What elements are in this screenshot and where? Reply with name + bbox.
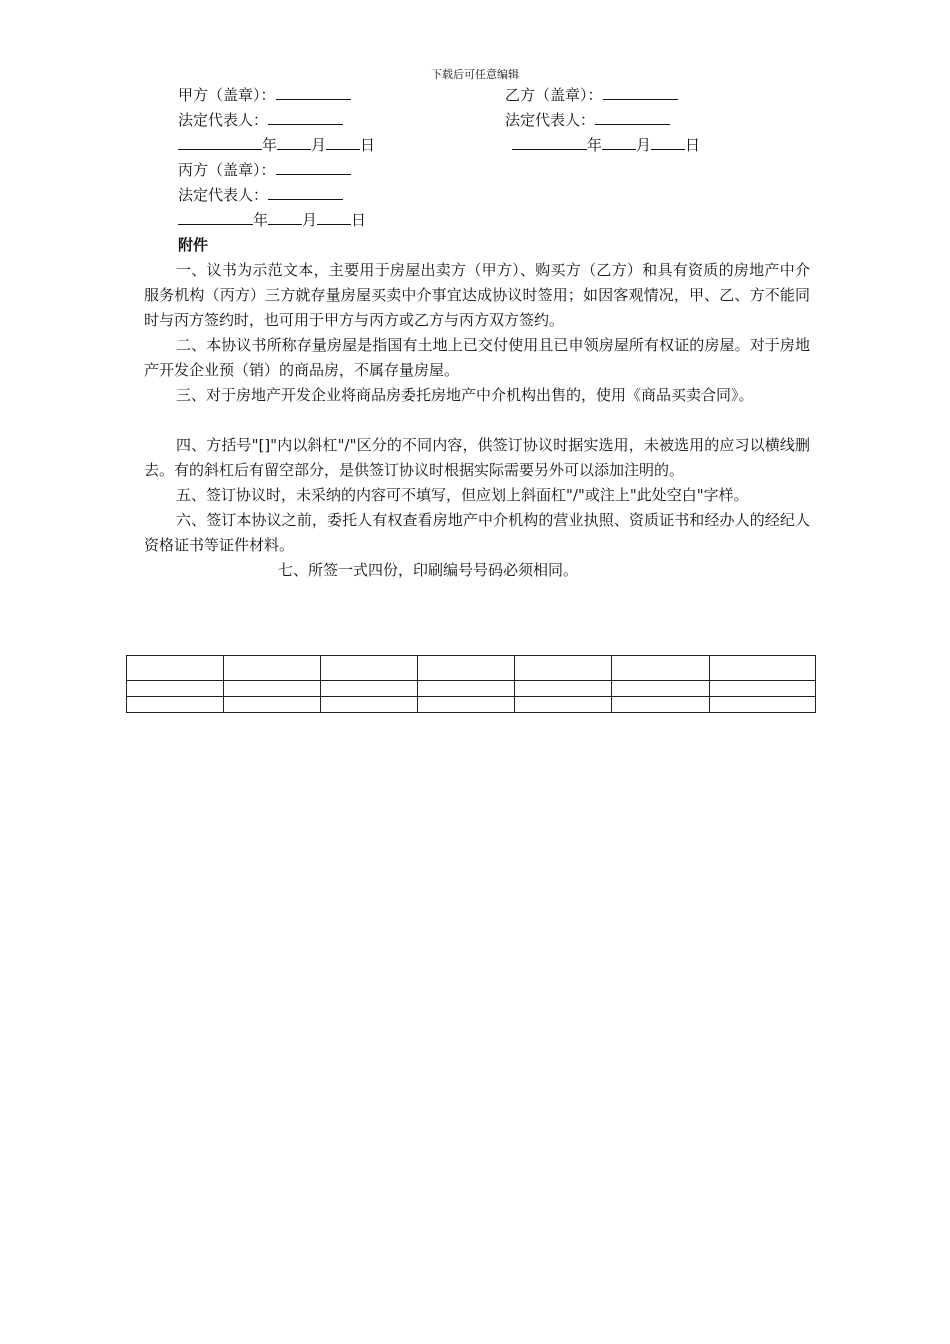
party-c-date [178,210,366,230]
day-blank[interactable] [326,135,360,150]
month-blank[interactable] [277,135,311,150]
table-row [127,656,816,681]
table-row [127,697,816,713]
table-cell[interactable] [612,697,710,713]
party-a-label: 甲方（盖章）： [178,86,276,104]
table-cell[interactable] [127,681,224,697]
table-cell[interactable] [515,656,612,681]
table-row [127,681,816,697]
year-label: 年 [262,136,278,154]
appendix-item-3: 三、对于房地产开发企业将商品房委托房地产中介机构出售的，使用《商品买卖合同》。 [176,386,754,404]
table-cell[interactable] [612,681,710,697]
table-cell[interactable] [224,697,321,713]
party-b-date [512,135,700,155]
page-header: 下载后可任意编辑 [431,68,519,81]
legal-rep-label: 法定代表人： [505,111,596,129]
year-blank[interactable] [178,135,262,150]
year-blank[interactable] [178,210,253,225]
table-cell[interactable] [321,697,418,713]
blank-table [126,655,816,713]
year-blank[interactable] [512,135,587,150]
appendix-item-7: 七、所签一式四份，印刷编号号码必须相同。 [278,561,579,579]
table-cell[interactable] [710,697,816,713]
legal-rep-blank[interactable] [268,185,343,200]
table-cell[interactable] [224,681,321,697]
table-cell[interactable] [418,697,515,713]
month-blank[interactable] [602,135,636,150]
table-cell[interactable] [612,656,710,681]
month-label: 月 [636,136,652,154]
party-c-legal-rep [178,185,343,205]
table-cell[interactable] [418,656,515,681]
day-blank[interactable] [651,135,685,150]
appendix-item-6: 六、签订本协议之前，委托人有权查看房地产中介机构的营业执照、资质证书和经办人的经纪人资格证书等证件材料。 [144,511,810,554]
year-label: 年 [587,136,603,154]
party-c-blank[interactable] [276,160,351,175]
table-cell[interactable] [321,681,418,697]
month-label: 月 [302,211,318,229]
table-cell[interactable] [321,656,418,681]
legal-rep-blank[interactable] [268,110,343,125]
legal-rep-label: 法定代表人： [178,111,269,129]
party-b-seal [505,85,678,105]
day-label: 日 [685,136,701,154]
legal-rep-label: 法定代表人： [178,186,269,204]
party-b-legal-rep [505,110,670,130]
appendix-title: 附件 [178,236,209,254]
table-cell[interactable] [515,681,612,697]
party-a-blank[interactable] [276,85,351,100]
party-a-legal-rep [178,110,343,130]
table-cell[interactable] [710,656,816,681]
appendix-item-5: 五、签订协议时，未采纳的内容可不填写，但应划上斜面杠"/"或注上"此处空白"字样。 [176,486,749,504]
month-blank[interactable] [268,210,302,225]
table-cell[interactable] [127,656,224,681]
appendix-item-1: 一、议书为示范文本，主要用于房屋出卖方（甲方）、购买方（乙方）和具有资质的房地产中介服务机构（丙方）三方就存量房屋买卖中介事宜达成协议时签用；如因客观情况，甲、乙、方不能同时与丙方签约时，也可用于甲方与丙方或乙方与丙方双方签约。 [144,261,810,329]
party-c-label: 丙方（盖章）： [178,161,276,179]
party-a-date [178,135,375,155]
appendix-item-4: 四、方括号"[]"内以斜杠"/"区分的不同内容，供签订协议时据实选用，未被选用的应习以横线删去。有的斜杠后有留空部分，是供签订协议时根据实际需要另外可以添加注明的。 [144,436,810,479]
party-c-seal [178,160,351,180]
table-cell[interactable] [418,681,515,697]
party-b-label: 乙方（盖章）： [505,86,603,104]
year-label: 年 [253,211,269,229]
table-cell[interactable] [127,697,224,713]
legal-rep-blank[interactable] [595,110,670,125]
party-a-seal [178,85,351,105]
day-label: 日 [351,211,367,229]
table-cell[interactable] [710,681,816,697]
month-label: 月 [311,136,327,154]
table-cell[interactable] [515,697,612,713]
day-blank[interactable] [317,210,351,225]
party-b-blank[interactable] [603,85,678,100]
appendix-item-2: 二、本协议书所称存量房屋是指国有土地上已交付使用且已申领房屋所有权证的房屋。对于房地产开发企业预（销）的商品房，不属存量房屋。 [144,336,810,379]
day-label: 日 [360,136,376,154]
table-cell[interactable] [224,656,321,681]
